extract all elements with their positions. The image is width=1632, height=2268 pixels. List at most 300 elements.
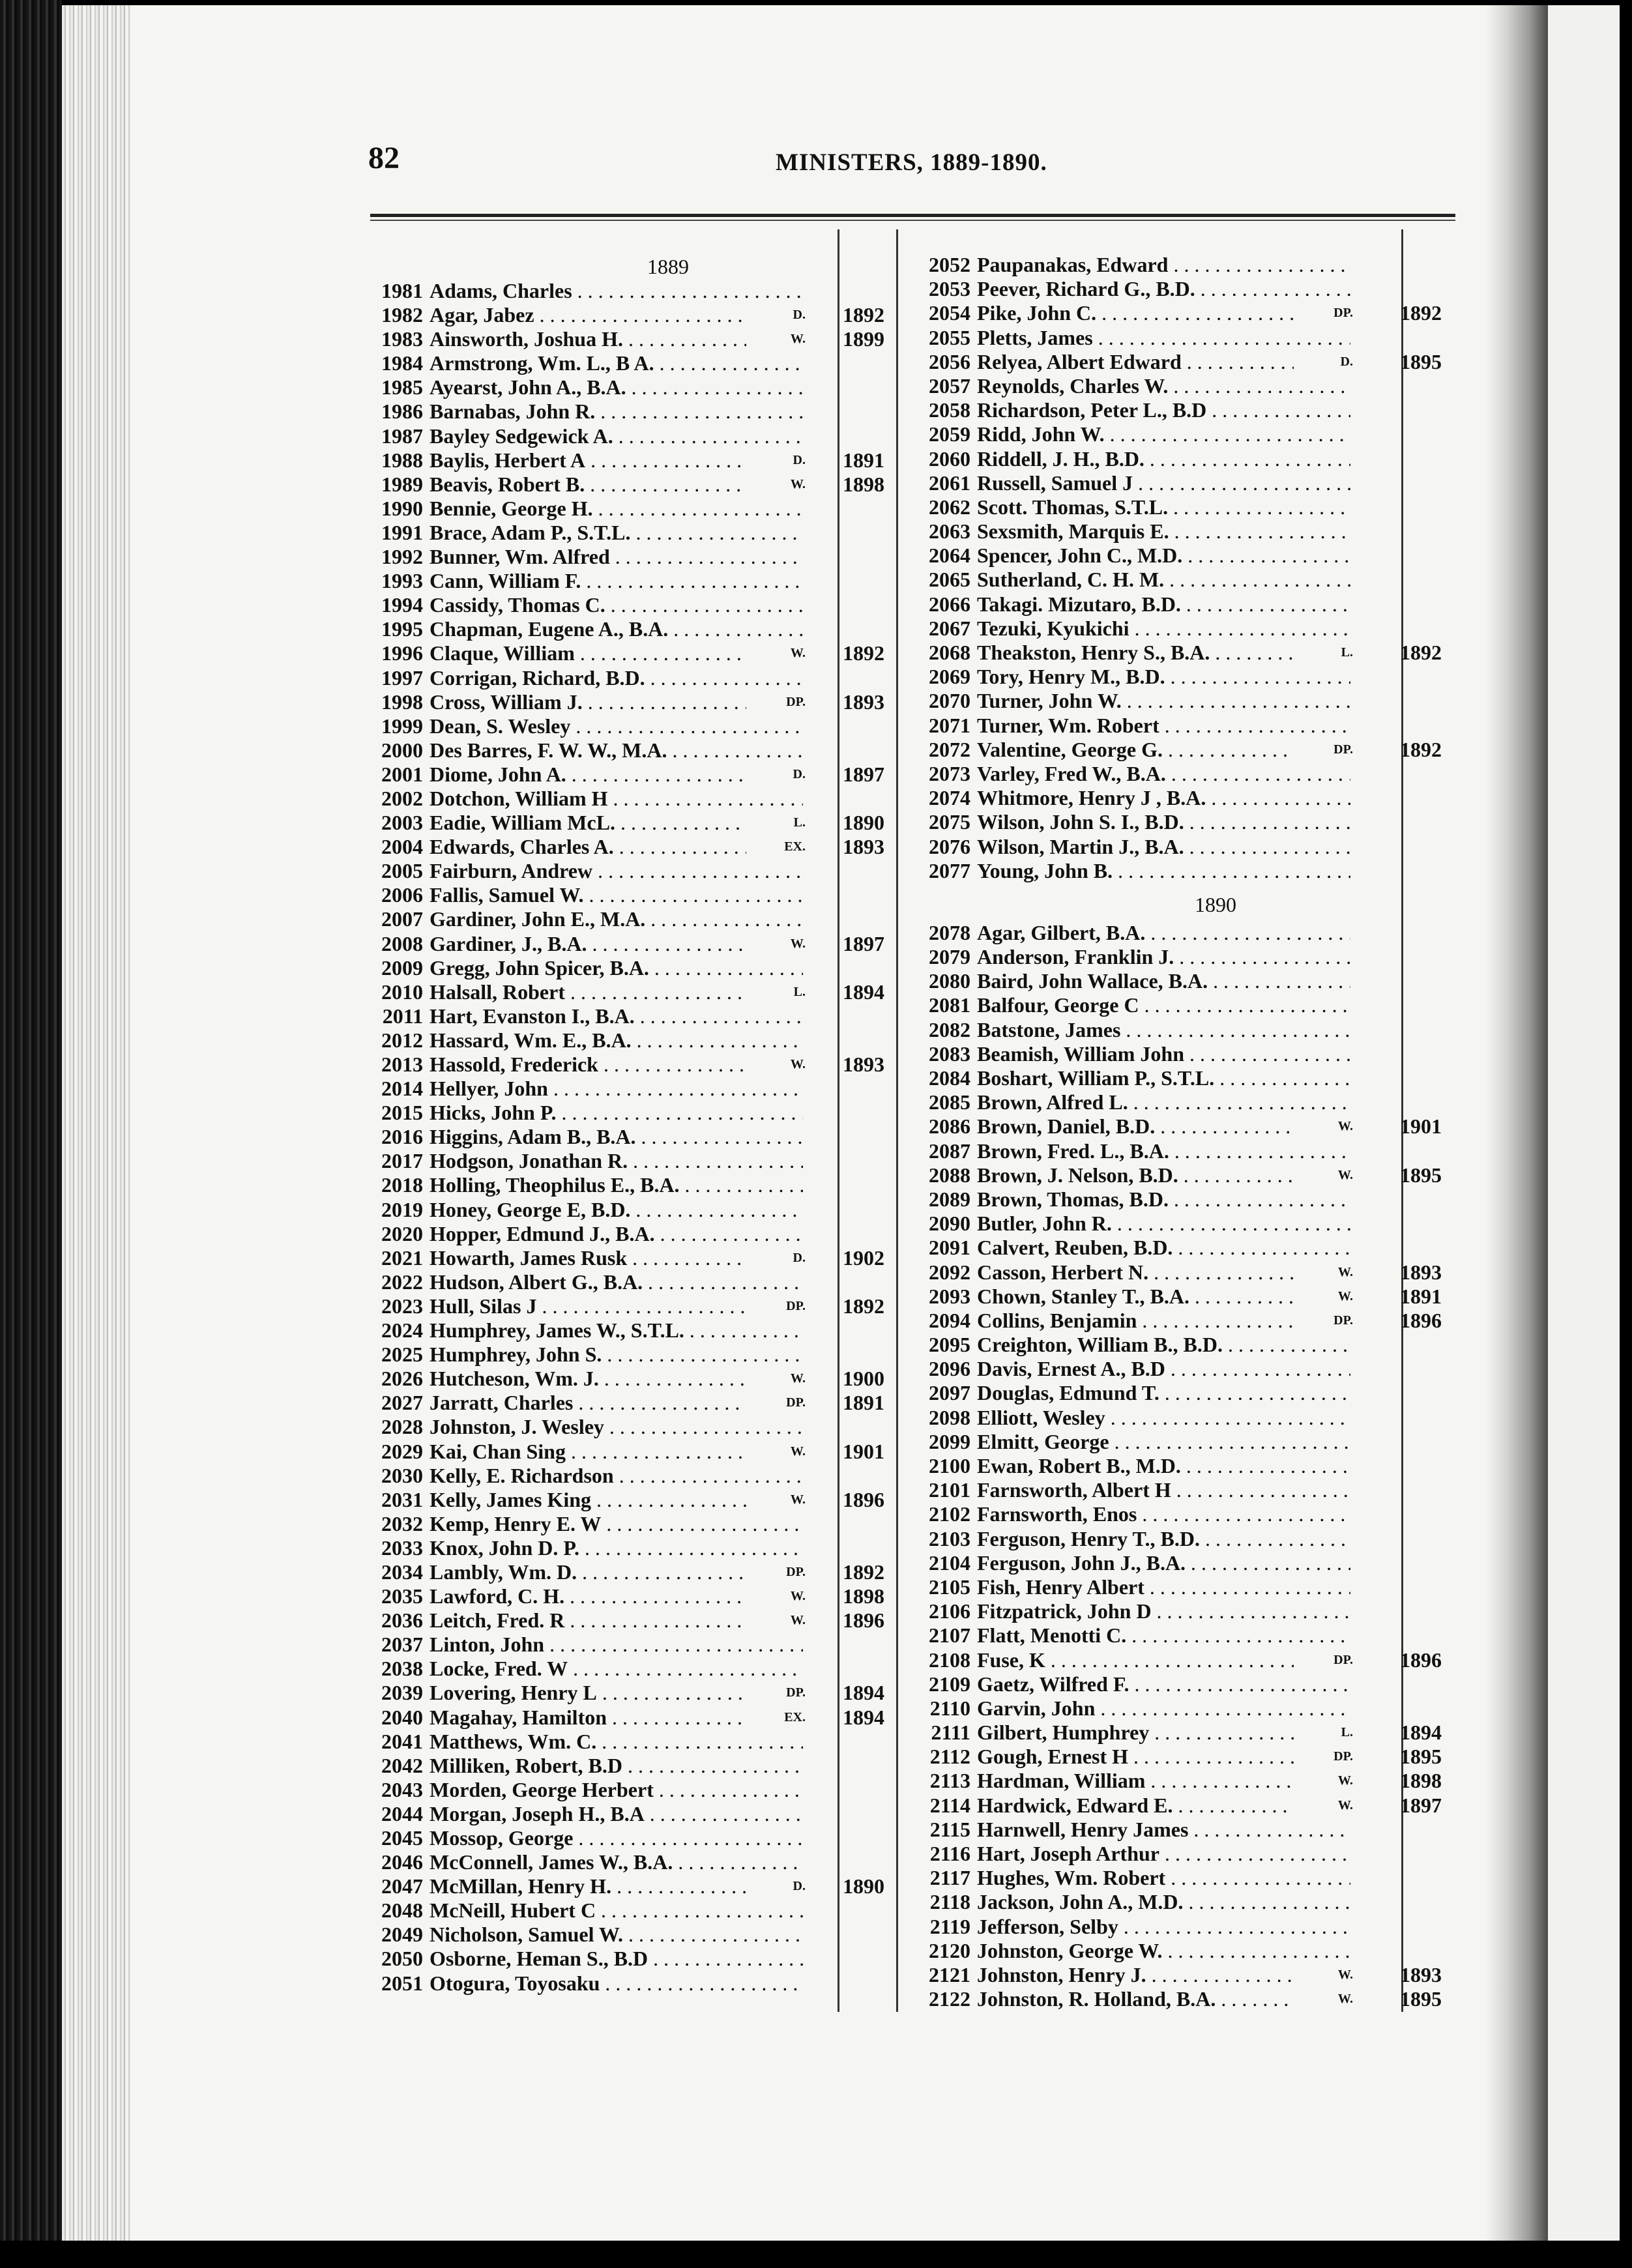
- entry-number: 2010: [381, 980, 423, 1004]
- minister-entry: [909, 519, 1444, 544]
- minister-name: Morgan, Joseph H., B.A . . .: [430, 1802, 803, 1826]
- minister-name: Ferguson, John J., B.A. . . .: [977, 1551, 1350, 1575]
- entry-number: 1990: [381, 496, 423, 520]
- entry-number: 2090: [929, 1212, 970, 1236]
- status-code: D.: [746, 763, 806, 787]
- minister-entry: [909, 1939, 1444, 1963]
- status-code: DP.: [1294, 1745, 1353, 1769]
- entry-number: 2038: [381, 1657, 423, 1681]
- minister-entry: [362, 1584, 896, 1608]
- entry-number: 2082: [929, 1017, 970, 1041]
- minister-entry: [362, 787, 896, 811]
- minister-entry: [909, 398, 1444, 422]
- entry-number: 2003: [381, 811, 423, 835]
- status-year: 1891: [843, 1391, 884, 1415]
- minister-name: Hodgson, Jonathan R. . . .: [430, 1149, 803, 1173]
- left-page-edges: [62, 5, 130, 2241]
- entry-number: 2068: [929, 641, 970, 664]
- minister-entry: [909, 350, 1444, 374]
- minister-name: Kelly, E. Richardson . . .: [430, 1464, 803, 1488]
- minister-name: Baylis, Herbert A . . .: [430, 448, 803, 472]
- minister-name: Cross, William J. . . .: [430, 690, 803, 714]
- minister-entry: [362, 738, 896, 763]
- minister-entry: [909, 1575, 1444, 1599]
- entry-number: 1999: [381, 714, 423, 738]
- entry-number: 2070: [929, 689, 970, 713]
- status-code: DP.: [746, 1391, 806, 1415]
- minister-entry: [909, 1478, 1444, 1502]
- minister-entry: [909, 1672, 1444, 1696]
- minister-entry: [909, 1163, 1444, 1187]
- minister-name: Gardiner, J., B.A. . . .: [430, 932, 803, 956]
- entry-number: 2118: [929, 1890, 970, 1914]
- minister-entry: [909, 374, 1444, 398]
- minister-entry: [909, 859, 1444, 883]
- minister-entry: [362, 521, 896, 545]
- minister-name: Lambly, Wm. D. . . .: [430, 1560, 803, 1584]
- minister-name: Varley, Fred W., B.A. . . .: [977, 762, 1350, 786]
- minister-entry: [362, 497, 896, 521]
- entry-number: 2053: [929, 277, 970, 301]
- minister-name: Hart, Evanston I., B.A. . . .: [430, 1004, 803, 1028]
- entry-number: 2002: [381, 786, 423, 810]
- minister-entry: [909, 544, 1444, 568]
- entry-number: 1983: [381, 327, 423, 351]
- status-code: L.: [746, 811, 806, 835]
- minister-entry: [362, 351, 896, 375]
- minister-entry: [909, 1430, 1444, 1454]
- minister-name: Boshart, William P., S.T.L. . . .: [977, 1066, 1350, 1090]
- entry-number: 2119: [929, 1914, 970, 1938]
- entry-list-right-1890: [909, 921, 1444, 2011]
- status-year: 1893: [1400, 1260, 1442, 1284]
- minister-entry: [909, 1551, 1444, 1575]
- minister-entry: [909, 738, 1444, 762]
- status-year: 1897: [843, 931, 884, 955]
- status-year: 1892: [843, 1560, 884, 1584]
- entry-number: 1997: [381, 665, 423, 690]
- minister-entry: [362, 1560, 896, 1584]
- entry-number: 2060: [929, 446, 970, 471]
- entry-number: 2107: [929, 1623, 970, 1648]
- minister-entry: [362, 1004, 896, 1028]
- minister-entry: [362, 641, 896, 665]
- minister-name: Lovering, Henry L . . .: [430, 1681, 803, 1705]
- status-year: 1893: [843, 1053, 884, 1076]
- entry-number: 2026: [381, 1367, 423, 1391]
- entry-number: 1996: [381, 641, 423, 665]
- minister-name: Milliken, Robert, B.D . . .: [430, 1754, 803, 1778]
- minister-entry: [909, 1333, 1444, 1357]
- status-code: W.: [746, 932, 806, 956]
- minister-entry: [362, 1440, 896, 1464]
- minister-name: Johnston, R. Holland, B.A. . . .: [977, 1987, 1350, 2011]
- minister-entry: [362, 1874, 896, 1898]
- minister-name: Wilson, Martin J., B.A. . . .: [977, 835, 1350, 859]
- minister-entry: [362, 400, 896, 424]
- minister-entry: [909, 1236, 1444, 1260]
- minister-name: Chapman, Eugene A., B.A. . . .: [430, 617, 803, 641]
- minister-name: Whitmore, Henry J , B.A. . . .: [977, 786, 1350, 810]
- minister-name: Johnston, J. Wesley . . .: [430, 1415, 803, 1439]
- minister-entry: [909, 1915, 1444, 1939]
- entry-number: 2095: [929, 1333, 970, 1357]
- status-year: 1894: [1400, 1721, 1442, 1745]
- minister-entry: [362, 1391, 896, 1415]
- minister-entry: [362, 303, 896, 327]
- minister-entry: [362, 1149, 896, 1173]
- entry-number: 1981: [381, 279, 423, 302]
- minister-name: Des Barres, F. W. W., M.A. . . .: [430, 738, 803, 763]
- minister-entry: [909, 1502, 1444, 1526]
- entry-number: 2046: [381, 1850, 423, 1874]
- entry-number: 2015: [381, 1101, 423, 1125]
- status-code: W.: [1294, 1769, 1353, 1793]
- minister-name: Reynolds, Charles W. . . .: [977, 374, 1350, 398]
- minister-entry: [362, 593, 896, 617]
- status-code: W.: [746, 1584, 806, 1608]
- entry-number: 2112: [929, 1745, 970, 1769]
- status-code: W.: [746, 1440, 806, 1464]
- entry-number: 2056: [929, 349, 970, 373]
- entry-number: 2081: [929, 993, 970, 1017]
- entry-number: 2007: [381, 907, 423, 931]
- entry-number: 2094: [929, 1308, 970, 1332]
- minister-entry: [909, 1599, 1444, 1623]
- status-year: 1892: [1400, 301, 1442, 325]
- minister-entry: [909, 1745, 1444, 1769]
- minister-entry: [909, 762, 1444, 786]
- minister-entry: [362, 1318, 896, 1343]
- minister-entry: [362, 1077, 896, 1101]
- entry-number: 2021: [381, 1245, 423, 1270]
- minister-name: Bunner, Wm. Alfred . . .: [430, 545, 803, 569]
- year-heading-1889: 1889: [647, 255, 689, 278]
- status-year: 1895: [1400, 349, 1442, 373]
- minister-entry: [909, 1454, 1444, 1478]
- status-code: D.: [1294, 350, 1353, 374]
- minister-entry: [909, 326, 1444, 350]
- status-year: 1896: [843, 1608, 884, 1633]
- minister-entry: [909, 835, 1444, 859]
- minister-name: Ewan, Robert B., M.D. . . .: [977, 1454, 1350, 1478]
- status-year: 1895: [1400, 1987, 1442, 2011]
- minister-entry: [362, 1367, 896, 1391]
- entry-number: 2086: [929, 1114, 970, 1139]
- minister-entry: [362, 714, 896, 738]
- minister-entry: [362, 1270, 896, 1294]
- minister-name: McConnell, James W., B.A. . . .: [430, 1850, 803, 1874]
- entry-number: 2033: [381, 1535, 423, 1560]
- status-code: W.: [1294, 1987, 1353, 2011]
- minister-entry: [909, 592, 1444, 617]
- status-year: 1892: [843, 1294, 884, 1318]
- entry-number: 2111: [931, 1721, 970, 1745]
- minister-name: Johnston, George W. . . .: [977, 1939, 1350, 1963]
- status-code: W.: [746, 327, 806, 351]
- minister-entry: [362, 980, 896, 1004]
- facing-page-fragment: [1548, 5, 1620, 2241]
- minister-entry: [909, 810, 1444, 834]
- status-year: 1900: [843, 1367, 884, 1391]
- status-year: 1899: [843, 327, 884, 351]
- minister-entry: [909, 1527, 1444, 1551]
- entry-number: 2027: [381, 1391, 423, 1415]
- status-year: 1891: [1400, 1284, 1442, 1308]
- minister-name: Fuse, K . . .: [977, 1648, 1350, 1672]
- minister-name: Sexsmith, Marquis E. . . .: [977, 519, 1350, 544]
- minister-name: Humphrey, John S. . . .: [430, 1343, 803, 1367]
- minister-entry: [909, 422, 1444, 446]
- entry-number: 1985: [381, 375, 423, 400]
- minister-name: Jackson, John A., M.D. . . .: [977, 1890, 1350, 1914]
- status-year: 1898: [843, 1584, 884, 1608]
- minister-name: Ayearst, John A., B.A. . . .: [430, 375, 803, 400]
- minister-entry: [362, 448, 896, 472]
- entry-number: 1982: [381, 303, 423, 327]
- minister-name: Osborne, Heman S., B.D . . .: [430, 1947, 803, 1971]
- entry-number: 2000: [381, 738, 423, 762]
- minister-entry: [362, 835, 896, 859]
- entry-number: 2004: [381, 835, 423, 859]
- minister-name: Lawford, C. H. . . .: [430, 1584, 803, 1608]
- minister-name: Cassidy, Thomas C. . . .: [430, 593, 803, 617]
- entry-number: 2115: [929, 1817, 970, 1841]
- minister-name: Hellyer, John . . .: [430, 1077, 803, 1101]
- minister-name: Kai, Chan Sing . . .: [430, 1440, 803, 1464]
- entry-number: 2019: [381, 1197, 423, 1221]
- minister-name: Hardman, William . . .: [977, 1769, 1350, 1793]
- minister-name: Dean, S. Wesley . . .: [430, 714, 803, 738]
- entry-number: 2089: [929, 1187, 970, 1211]
- minister-entry: [909, 495, 1444, 519]
- minister-name: Brown, Alfred L. . . .: [977, 1090, 1350, 1114]
- entry-number: 2032: [381, 1511, 423, 1535]
- status-year: 1901: [1400, 1114, 1442, 1139]
- status-year: 1892: [843, 303, 884, 327]
- minister-name: Gardiner, John E., M.A. . . .: [430, 907, 803, 931]
- minister-name: Douglas, Edmund T. . . .: [977, 1381, 1350, 1405]
- binding-gutter: [1486, 5, 1548, 2241]
- entry-number: 2062: [929, 495, 970, 519]
- minister-name: Butler, John R. . . .: [977, 1212, 1350, 1236]
- minister-entry: [362, 883, 896, 907]
- entry-number: 2077: [929, 858, 970, 882]
- status-code: D.: [746, 1246, 806, 1270]
- minister-entry: [909, 665, 1444, 689]
- entry-number: 2091: [929, 1236, 970, 1260]
- entry-number: 2121: [929, 1962, 970, 1986]
- minister-entry: [362, 1101, 896, 1125]
- entry-number: 2045: [381, 1826, 423, 1850]
- minister-name: Beamish, William John . . .: [977, 1042, 1350, 1066]
- running-head: MINISTERS, 1889-1890.: [776, 149, 1047, 176]
- entry-number: 2041: [381, 1729, 423, 1753]
- entry-number: 2122: [929, 1987, 970, 2011]
- entry-number: 2047: [381, 1874, 423, 1898]
- status-year: 1892: [1400, 737, 1442, 761]
- minister-name: Kelly, James King . . .: [430, 1488, 803, 1512]
- minister-name: Collins, Benjamin . . .: [977, 1309, 1350, 1333]
- entry-number: 2009: [381, 955, 423, 980]
- minister-entry: [909, 1066, 1444, 1090]
- minister-entry: [362, 545, 896, 569]
- minister-name: Diome, John A. . . .: [430, 763, 803, 787]
- minister-name: Humphrey, James W., S.T.L. . . .: [430, 1318, 803, 1343]
- minister-entry: [909, 1212, 1444, 1236]
- minister-entry: [362, 1657, 896, 1681]
- minister-name: Brace, Adam P., S.T.L. . . .: [430, 521, 803, 545]
- minister-entry: [909, 1842, 1444, 1866]
- header-rule-thin: [370, 220, 1455, 221]
- entry-number: 2106: [929, 1599, 970, 1623]
- entry-number: 2050: [381, 1947, 423, 1971]
- status-code: W.: [746, 1053, 806, 1077]
- entry-number: 1993: [381, 569, 423, 593]
- minister-name: Turner, Wm. Robert . . .: [977, 714, 1350, 738]
- minister-entry: [909, 921, 1444, 945]
- minister-entry: [909, 1406, 1444, 1430]
- entry-number: 2061: [929, 471, 970, 495]
- entry-number: 2080: [929, 969, 970, 993]
- minister-name: Hopper, Edmund J., B.A. . . .: [430, 1222, 803, 1246]
- minister-name: Spencer, John C., M.D. . . .: [977, 544, 1350, 568]
- minister-name: Harnwell, Henry James . . .: [977, 1818, 1350, 1842]
- stacked-page-edges: [0, 0, 62, 2268]
- entry-number: 2101: [929, 1478, 970, 1502]
- entry-number: 2096: [929, 1357, 970, 1381]
- entry-number: 2084: [929, 1066, 970, 1090]
- minister-entry: [909, 786, 1444, 810]
- minister-name: Knox, John D. P. . . .: [430, 1536, 803, 1560]
- entry-list-left: [362, 279, 896, 1996]
- entry-number: 2059: [929, 422, 970, 446]
- page-number: 82: [368, 141, 400, 175]
- entry-number: 2044: [381, 1801, 423, 1825]
- minister-name: Theakston, Henry S., B.A. . . .: [977, 641, 1350, 665]
- minister-entry: [362, 1681, 896, 1705]
- status-code: L.: [1294, 641, 1353, 665]
- minister-name: Corrigan, Richard, B.D. . . .: [430, 666, 803, 690]
- entry-number: 1984: [381, 351, 423, 375]
- minister-name: Brown, J. Nelson, B.D. . . .: [977, 1163, 1350, 1187]
- minister-entry: [909, 969, 1444, 993]
- minister-entry: [362, 1971, 896, 1996]
- minister-entry: [909, 1357, 1444, 1381]
- right-column: [909, 253, 1444, 2011]
- entry-number: 2069: [929, 665, 970, 689]
- status-code: DP.: [746, 1560, 806, 1584]
- entry-number: 2024: [381, 1318, 423, 1343]
- minister-name: Morden, George Herbert . . .: [430, 1778, 803, 1802]
- minister-entry: [909, 689, 1444, 713]
- minister-name: Pletts, James . . .: [977, 326, 1350, 350]
- minister-name: Scott. Thomas, S.T.L. . . .: [977, 495, 1350, 519]
- entry-number: 2076: [929, 834, 970, 858]
- entry-number: 2104: [929, 1550, 970, 1575]
- entry-number: 2075: [929, 810, 970, 834]
- minister-name: Agar, Gilbert, B.A. . . .: [977, 921, 1350, 945]
- entry-number: 2098: [929, 1405, 970, 1429]
- minister-entry: [362, 690, 896, 714]
- status-year: 1894: [843, 980, 884, 1004]
- status-year: 1896: [843, 1487, 884, 1511]
- minister-name: Leitch, Fred. R . . .: [430, 1608, 803, 1633]
- entry-number: 2012: [381, 1028, 423, 1052]
- minister-name: Tory, Henry M., B.D. . . .: [977, 665, 1350, 689]
- minister-entry: [909, 1818, 1444, 1842]
- entry-number: 2072: [929, 737, 970, 761]
- status-code: W.: [1294, 1163, 1353, 1187]
- minister-entry: [909, 945, 1444, 969]
- minister-name: Gaetz, Wilfred F. . . .: [977, 1672, 1350, 1696]
- entry-number: 2020: [381, 1221, 423, 1245]
- year-heading-1890: 1890: [1195, 892, 1236, 916]
- minister-name: Baird, John Wallace, B.A. . . .: [977, 969, 1350, 993]
- minister-name: Agar, Jabez . . .: [430, 303, 803, 327]
- minister-entry: [909, 1769, 1444, 1793]
- minister-entry: [909, 253, 1444, 277]
- status-code: DP.: [746, 690, 806, 714]
- minister-entry: [362, 763, 896, 787]
- status-year: 1902: [843, 1245, 884, 1270]
- minister-name: Peever, Richard G., B.D. . . .: [977, 277, 1350, 301]
- entry-number: 2014: [381, 1077, 423, 1101]
- status-code: DP.: [1294, 1648, 1353, 1672]
- minister-name: Cann, William F. . . .: [430, 569, 803, 593]
- minister-name: Farnsworth, Enos . . .: [977, 1502, 1350, 1526]
- minister-name: McMillan, Henry H. . . .: [430, 1874, 803, 1898]
- status-year: 1891: [843, 448, 884, 472]
- minister-entry: [909, 1018, 1444, 1042]
- minister-entry: [362, 907, 896, 931]
- minister-name: Relyea, Albert Edward . . .: [977, 350, 1350, 374]
- minister-entry: [362, 1608, 896, 1633]
- minister-name: Chown, Stanley T., B.A. . . .: [977, 1285, 1350, 1309]
- status-code: W.: [746, 641, 806, 665]
- minister-name: Hart, Joseph Arthur . . .: [977, 1842, 1350, 1866]
- entry-number: 2116: [929, 1842, 970, 1865]
- entry-number: 2078: [929, 920, 970, 944]
- minister-name: Fitzpatrick, John D . . .: [977, 1599, 1350, 1623]
- status-code: EX.: [746, 1706, 806, 1730]
- entry-number: 2071: [929, 713, 970, 737]
- minister-entry: [362, 424, 896, 448]
- minister-entry: [909, 277, 1444, 301]
- entry-number: 2031: [381, 1487, 423, 1511]
- entry-number: 2042: [381, 1753, 423, 1777]
- entry-number: 2048: [381, 1898, 423, 1923]
- entry-number: 2023: [381, 1294, 423, 1318]
- minister-entry: [362, 1053, 896, 1077]
- entry-number: 2103: [929, 1526, 970, 1550]
- status-year: 1893: [1400, 1962, 1442, 1986]
- entry-number: 2035: [381, 1584, 423, 1608]
- minister-name: Kemp, Henry E. W . . .: [430, 1512, 803, 1536]
- entry-number: 2102: [929, 1502, 970, 1526]
- entry-number: 2017: [381, 1149, 423, 1173]
- minister-entry: [362, 1778, 896, 1802]
- entry-number: 2085: [929, 1090, 970, 1114]
- minister-entry: [909, 1794, 1444, 1818]
- entry-number: 2088: [929, 1163, 970, 1187]
- entry-number: 1991: [381, 520, 423, 544]
- minister-name: Eadie, William McL. . . .: [430, 811, 803, 835]
- minister-entry: [362, 956, 896, 980]
- entry-number: 2093: [929, 1284, 970, 1308]
- entry-number: 2028: [381, 1415, 423, 1439]
- minister-name: Gough, Ernest H . . .: [977, 1745, 1350, 1769]
